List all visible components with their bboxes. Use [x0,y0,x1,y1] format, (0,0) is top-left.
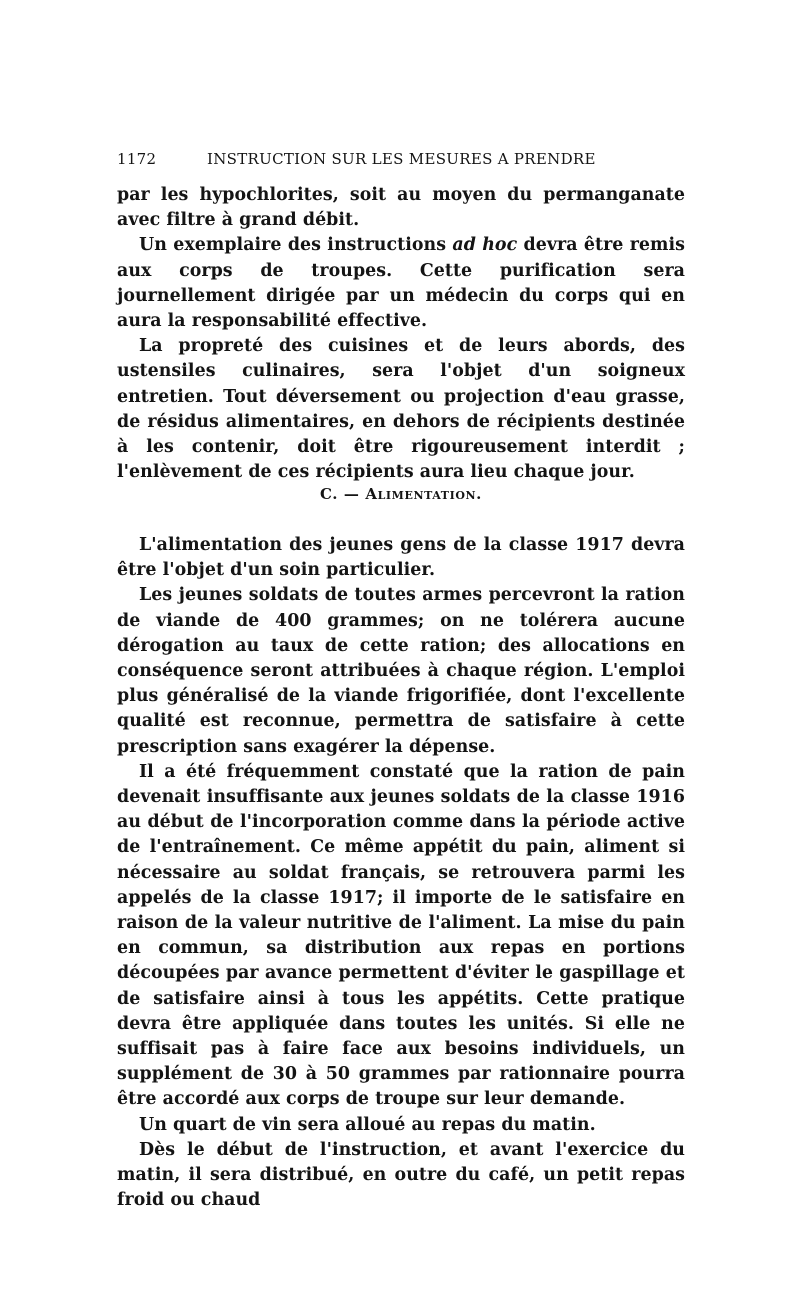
paragraph-instructions [117,233,685,334]
paragraph-alimentation: L'alimentation des jeunes gens de la classe 1917 devra être l'objet d'un soin particulier. [117,535,685,581]
paragraph-cleanliness [117,334,685,485]
section-heading [117,483,685,505]
bottom-text-block [117,533,685,1213]
paragraph-bread-ration: Il a été fréquemment constaté que la ration de pain devenait insuffisante aux jeunes soldats de la classe 1916 au début de l'incorporation comme dans la période active de l'entraînement. Ce même appétit du pain, aliment si nécessaire au soldat français, se retrouvera parmi les appelés de la classe 1917; il importe de le satisfaire en raison de la valeur nutritive de l'aliment. La mise du pain en commun, sa distribution aux repas en portions découpées par avance permettent d'éviter le gaspillage et de satisfaire ainsi à tous les appétits. Cette pratique devra être appliquée dans toutes les unités. Si elle ne suffisait pas à faire face aux besoins individuels, un supplément de 30 à 50 grammes par rationnaire pourra être accordé aux corps de troupe sur leur demande. [117,761,685,1110]
section-letter: C. — [320,485,360,503]
running-title: INSTRUCTION SUR LES MESURES A PRENDRE [207,150,596,168]
page-number: 1172 [117,150,157,168]
paragraph-wine: Un quart de vin sera alloué au repas du matin. [139,1114,596,1135]
paragraph-text: par les hypochlorites, soit au moyen du permanganate avec filtre à grand débit. [117,185,685,231]
paragraph-meat-ration: Les jeunes soldats de toutes armes percevront la ration de viande de 400 grammes; on ne tolérera aucune dérogation au taux de cette ration; des allocations en conséquence seront attribuées à chaque région. L'emploi plus généralisé de la viande frigorifiée, dont l'excellente qualité est reconnue, permettra de satisfaire à cette prescription sans exagérer la dépense. [117,585,685,757]
paragraph-text: Un exemplaire des instructions [139,235,453,256]
paragraph-text: La propreté des cuisines et de leurs abords, des ustensiles culinaires, sera l'objet d'un soigneux entretien. Tout déversement ou projection d'eau grasse, de résidus alimentaires, en dehors de récipients destinée à les contenir, doit être rigoureusement interdit ; l'enlèvement de ces récipients aura lieu chaque jour. [117,336,685,483]
italic-phrase: ad hoc [452,235,518,256]
top-text-block [117,183,685,485]
paragraph-morning-meal: Dès le début de l'instruction, et avant l'exercice du matin, il sera distribué, en outre du café, un petit repas froid ou chaud [117,1139,685,1211]
running-head [117,148,685,170]
paragraph-text: devra être remis aux corps de troupes. Cette purification sera journellement dirigée par un médecin du corps qui en aura la responsabilité effective. [117,235,685,332]
section-title: Alimentation. [365,485,482,503]
paragraph-continuation [117,183,685,233]
